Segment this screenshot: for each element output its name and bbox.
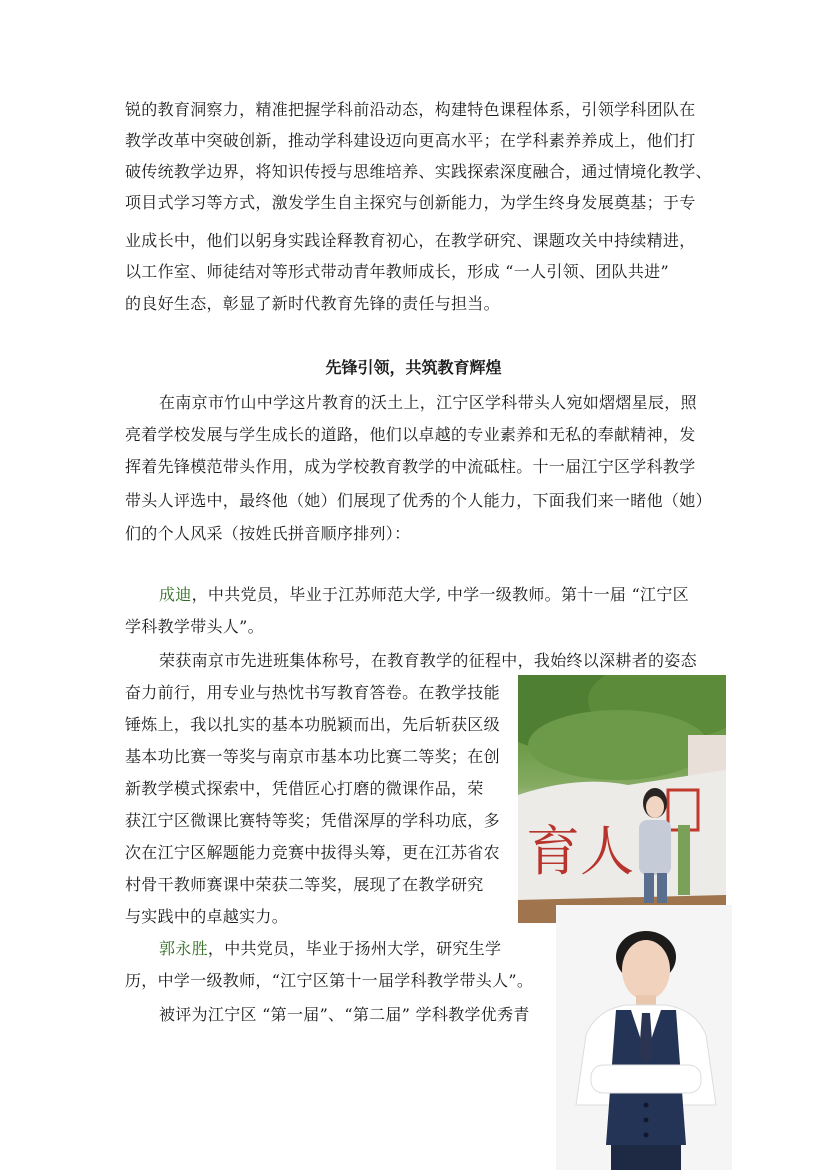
- person1-body-line: 荣获南京市先进班集体称号，在教育教学的征程中，我始终以深耕者的姿态: [159, 651, 697, 670]
- photo-illustration: [518, 675, 726, 923]
- person1-body-line: 锤炼上，我以扎实的基本功脱颖而出，先后斩获区级: [125, 715, 500, 734]
- person2-body-line: 被评为江宁区 “第一届”、“第二届” 学科教学优秀青: [159, 1005, 530, 1024]
- person1-intro-line2: 学科教学带头人”。: [125, 617, 264, 636]
- person2-name: 郭永胜: [159, 939, 208, 958]
- person1-body-line: 奋力前行，用专业与热忱书写教育答卷。在教学技能: [125, 683, 500, 702]
- paragraph-line: 的良好生态，彰显了新时代教育先锋的责任与担当。: [125, 294, 500, 313]
- person2-intro-rest: ，中共党员，毕业于扬州大学，研究生学: [207, 939, 502, 958]
- person1-body-line: 村骨干教师赛课中荣获二等奖，展现了在教学研究: [125, 875, 484, 894]
- person1-intro-rest: ，中共党员，毕业于江苏师范大学, 中学一级教师。第十一届 “江宁区: [191, 585, 689, 604]
- person1-body-line: 次在江宁区解题能力竞赛中拔得头筹，更在江苏省农: [125, 843, 500, 862]
- person1-body-line: 新教学模式探索中，凭借匠心打磨的微课作品，荣: [125, 779, 484, 798]
- intro-line: 亮着学校发展与学生成长的道路，他们以卓越的专业素养和无私的奉献精神，发: [125, 425, 696, 444]
- paragraph-line: 教学改革中突破创新，推动学科建设迈向更高水平；在学科素养养成上，他们打: [125, 131, 696, 150]
- person2-intro: [159, 934, 501, 964]
- paragraph-line: 锐的教育洞察力，精准把握学科前沿动态，构建特色课程体系，引领学科团队在: [125, 100, 696, 119]
- intro-line: 在南京市竹山中学这片教育的沃土上，江宁区学科带头人宛如熠熠星辰，照: [159, 393, 697, 412]
- paragraph-line: 以工作室、师徒结对等形式带动青年教师成长，形成 “一人引领、团队共进”: [125, 262, 669, 281]
- paragraph-line: 业成长中，他们以躬身实践诠释教育初心，在教学研究、课题攻关中持续精进，: [125, 231, 696, 250]
- intro-line: 带头人评选中，最终他（她）们展现了优秀的个人能力，下面我们来一睹他（她）: [125, 491, 712, 510]
- wall-text: 育人: [526, 820, 634, 883]
- intro-line: 们的个人风采（按姓氏拼音顺序排列）：: [125, 524, 411, 543]
- section-title: 先锋引领，共筑教育辉煌: [325, 358, 502, 377]
- paragraph-line: 项目式学习等方式，激发学生自主探究与创新能力，为学生终身发展奠基；于专: [125, 193, 696, 212]
- teacher-photo-guo-yongsheng: [556, 905, 732, 1170]
- person1-body-line: 与实践中的卓越实力。: [125, 907, 289, 926]
- person1-body-line: 基本功比赛一等奖与南京市基本功比赛二等奖；在创: [125, 747, 500, 766]
- portrait-illustration: [556, 905, 732, 1170]
- person1-intro: [159, 580, 689, 610]
- person1-name: 成迪: [159, 585, 192, 604]
- person1-body-line: 获江宁区微课比赛特等奖；凭借深厚的学科功底，多: [125, 811, 500, 830]
- person2-intro-line2: 历，中学一级教师，“江宁区第十一届学科教学带头人”。: [125, 971, 534, 990]
- teacher-photo-cheng-di: [518, 675, 726, 923]
- intro-line: 挥着先锋模范带头作用，成为学校教育教学的中流砥柱。十一届江宁区学科教学: [125, 457, 696, 476]
- paragraph-line: 破传统教学边界，将知识传授与思维培养、实践探索深度融合，通过情境化教学、: [125, 162, 712, 181]
